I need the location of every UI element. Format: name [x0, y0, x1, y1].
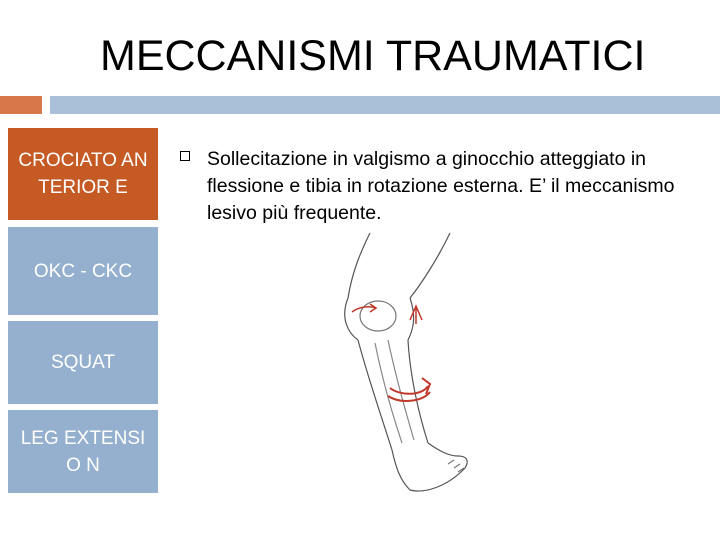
knee-leg-illustration-icon [330, 228, 480, 498]
bullet-square-icon [180, 151, 190, 161]
accent-bar-blue [50, 96, 720, 114]
slide-title: MECCANISMI TRAUMATICI [100, 32, 646, 80]
sidebar-item-label: CROCIATO ANTERIOR E [18, 150, 148, 198]
sidebar-item-label: LEG EXTENSIO N [20, 427, 146, 476]
sidebar-item-crociato-anteriore[interactable] [8, 128, 158, 220]
accent-bar-orange [0, 96, 42, 114]
sidebar-item-leg-extension[interactable] [8, 410, 158, 493]
sidebar-item-label: SQUAT [50, 352, 116, 373]
bullet-text: Sollecitazione in valgismo a ginocchio atteggiato in flessione e tibia in rotazione esterna. E’ il meccanismo lesivo più frequente. [207, 148, 675, 224]
sidebar-item-squat[interactable] [8, 321, 158, 404]
sidebar-item-okc-ckc[interactable] [8, 227, 158, 315]
sidebar-item-label: OKC - CKC [33, 260, 133, 282]
